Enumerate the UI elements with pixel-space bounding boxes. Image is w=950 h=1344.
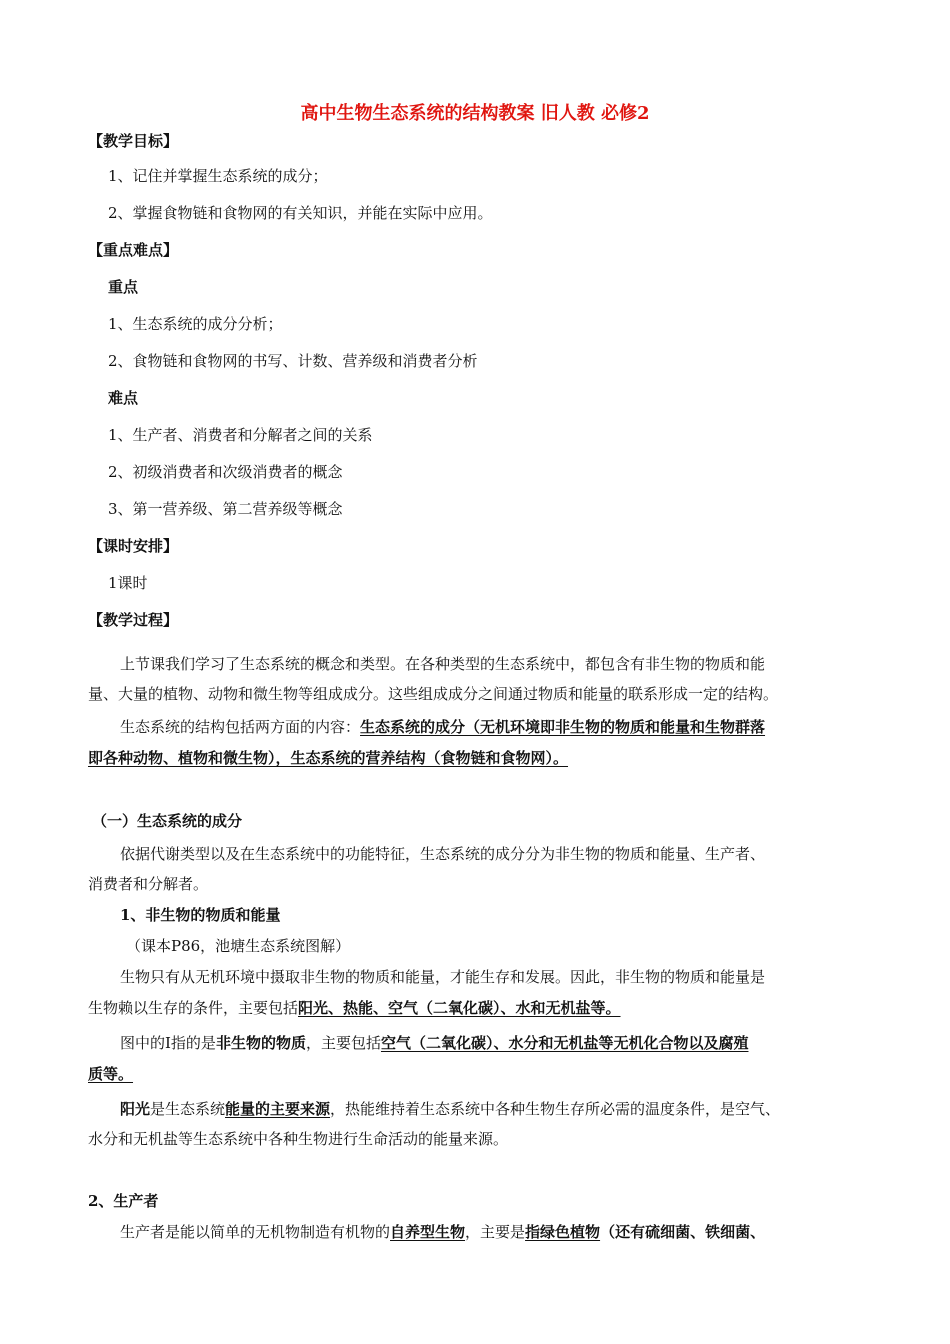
sub-label: 难点 [108,389,139,407]
text-line [120,1222,765,1242]
text-line [120,1033,748,1053]
text-line: 消费者和分解者。 [88,875,209,893]
text-line [120,717,765,737]
text-line: （课本P86，池塘生态系统图解） [126,937,351,955]
text-run: 图中的Ⅰ指的是 [120,1034,216,1052]
section-heading: （一）生态系统的成分 [92,812,243,830]
section-heading: 【重点难点】 [88,241,179,259]
sub-heading: 2、生产者 [88,1192,159,1210]
emphasis-run: 空气（二氧化碳）、水分和无机盐等无机化合物以及腐殖 [380,1034,749,1052]
text-run: 生物赖以生存的条件，主要包括 [88,999,299,1017]
text-line: 1课时 [108,574,148,592]
text-line: 2、掌握食物链和食物网的有关知识，并能在实际中应用。 [108,204,493,222]
text-run: 生产者是能以简单的无机物制造有机物的 [120,1223,391,1241]
text-run: ，主要包括 [305,1034,381,1052]
text-line [88,998,621,1018]
text-line: 2、初级消费者和次级消费者的概念 [108,463,343,481]
emphasis-run: 阳光 [120,1100,151,1118]
text-line [120,1099,780,1119]
text-line: 1、生态系统的成分分析； [108,315,283,333]
emphasis-run: 指绿色植物 [525,1223,601,1241]
emphasis-run: （还有硫细菌、铁细菌、 [600,1223,766,1241]
emphasis-run: 自养型生物 [390,1223,466,1241]
text-line: 水分和无机盐等生态系统中各种生物进行生命活动的能量来源。 [88,1130,509,1148]
emphasis-run: 非生物的物质 [215,1034,306,1052]
text-line: 上节课我们学习了生态系统的概念和类型。在各种类型的生态系统中，都包含有非生物的物质和能 [120,655,766,673]
text-line: 生物只有从无机环境中摄取非生物的物质和能量，才能生存和发展。因此，非生物的物质和能量是 [120,968,766,986]
text-line: 2、食物链和食物网的书写、计数、营养级和消费者分析 [108,352,478,370]
emphasis-run: 能量的主要来源 [225,1100,331,1118]
text-line: 3、第一营养级、第二营养级等概念 [108,500,343,518]
emphasis-line: 即各种动物、植物和微生物），生态系统的营养结构（食物链和食物网）。 [88,749,569,767]
page-title: 高中生物生态系统的结构教案 旧人教 必修2 [300,103,650,124]
text-line: 1、记住并掌握生态系统的成分； [108,167,328,185]
section-heading: 【教学过程】 [88,611,179,629]
emphasis-run: 生态系统的成分（无机环境即非生物的物质和能量和生物群落 [360,718,766,736]
emphasis-line: 质等。 [88,1065,134,1083]
emphasis-run: 阳光、热能、空气（二氧化碳）、水和无机盐等。 [298,999,621,1017]
text-run: ，热能维持着生态系统中各种生物生存所必需的温度条件，是空气、 [330,1100,781,1118]
text-run: 生态系统的结构包括两方面的内容： [120,718,361,736]
text-line: 量、大量的植物、动物和微生物等组成成分。这些组成成分之间通过物质和能量的联系形成一定的结构。 [88,685,779,703]
text-run: 是生态系统 [150,1100,226,1118]
sub-label: 重点 [108,278,139,296]
section-heading: 【课时安排】 [88,537,179,555]
text-line: 1、生产者、消费者和分解者之间的关系 [108,426,373,444]
section-heading: 【教学目标】 [88,132,179,150]
text-line: 依据代谢类型以及在生态系统中的功能特征，生态系统的成分分为非生物的物质和能量、生产者、 [120,845,766,863]
text-run: ，主要是 [465,1223,526,1241]
sub-heading: 1、非生物的物质和能量 [120,906,281,924]
